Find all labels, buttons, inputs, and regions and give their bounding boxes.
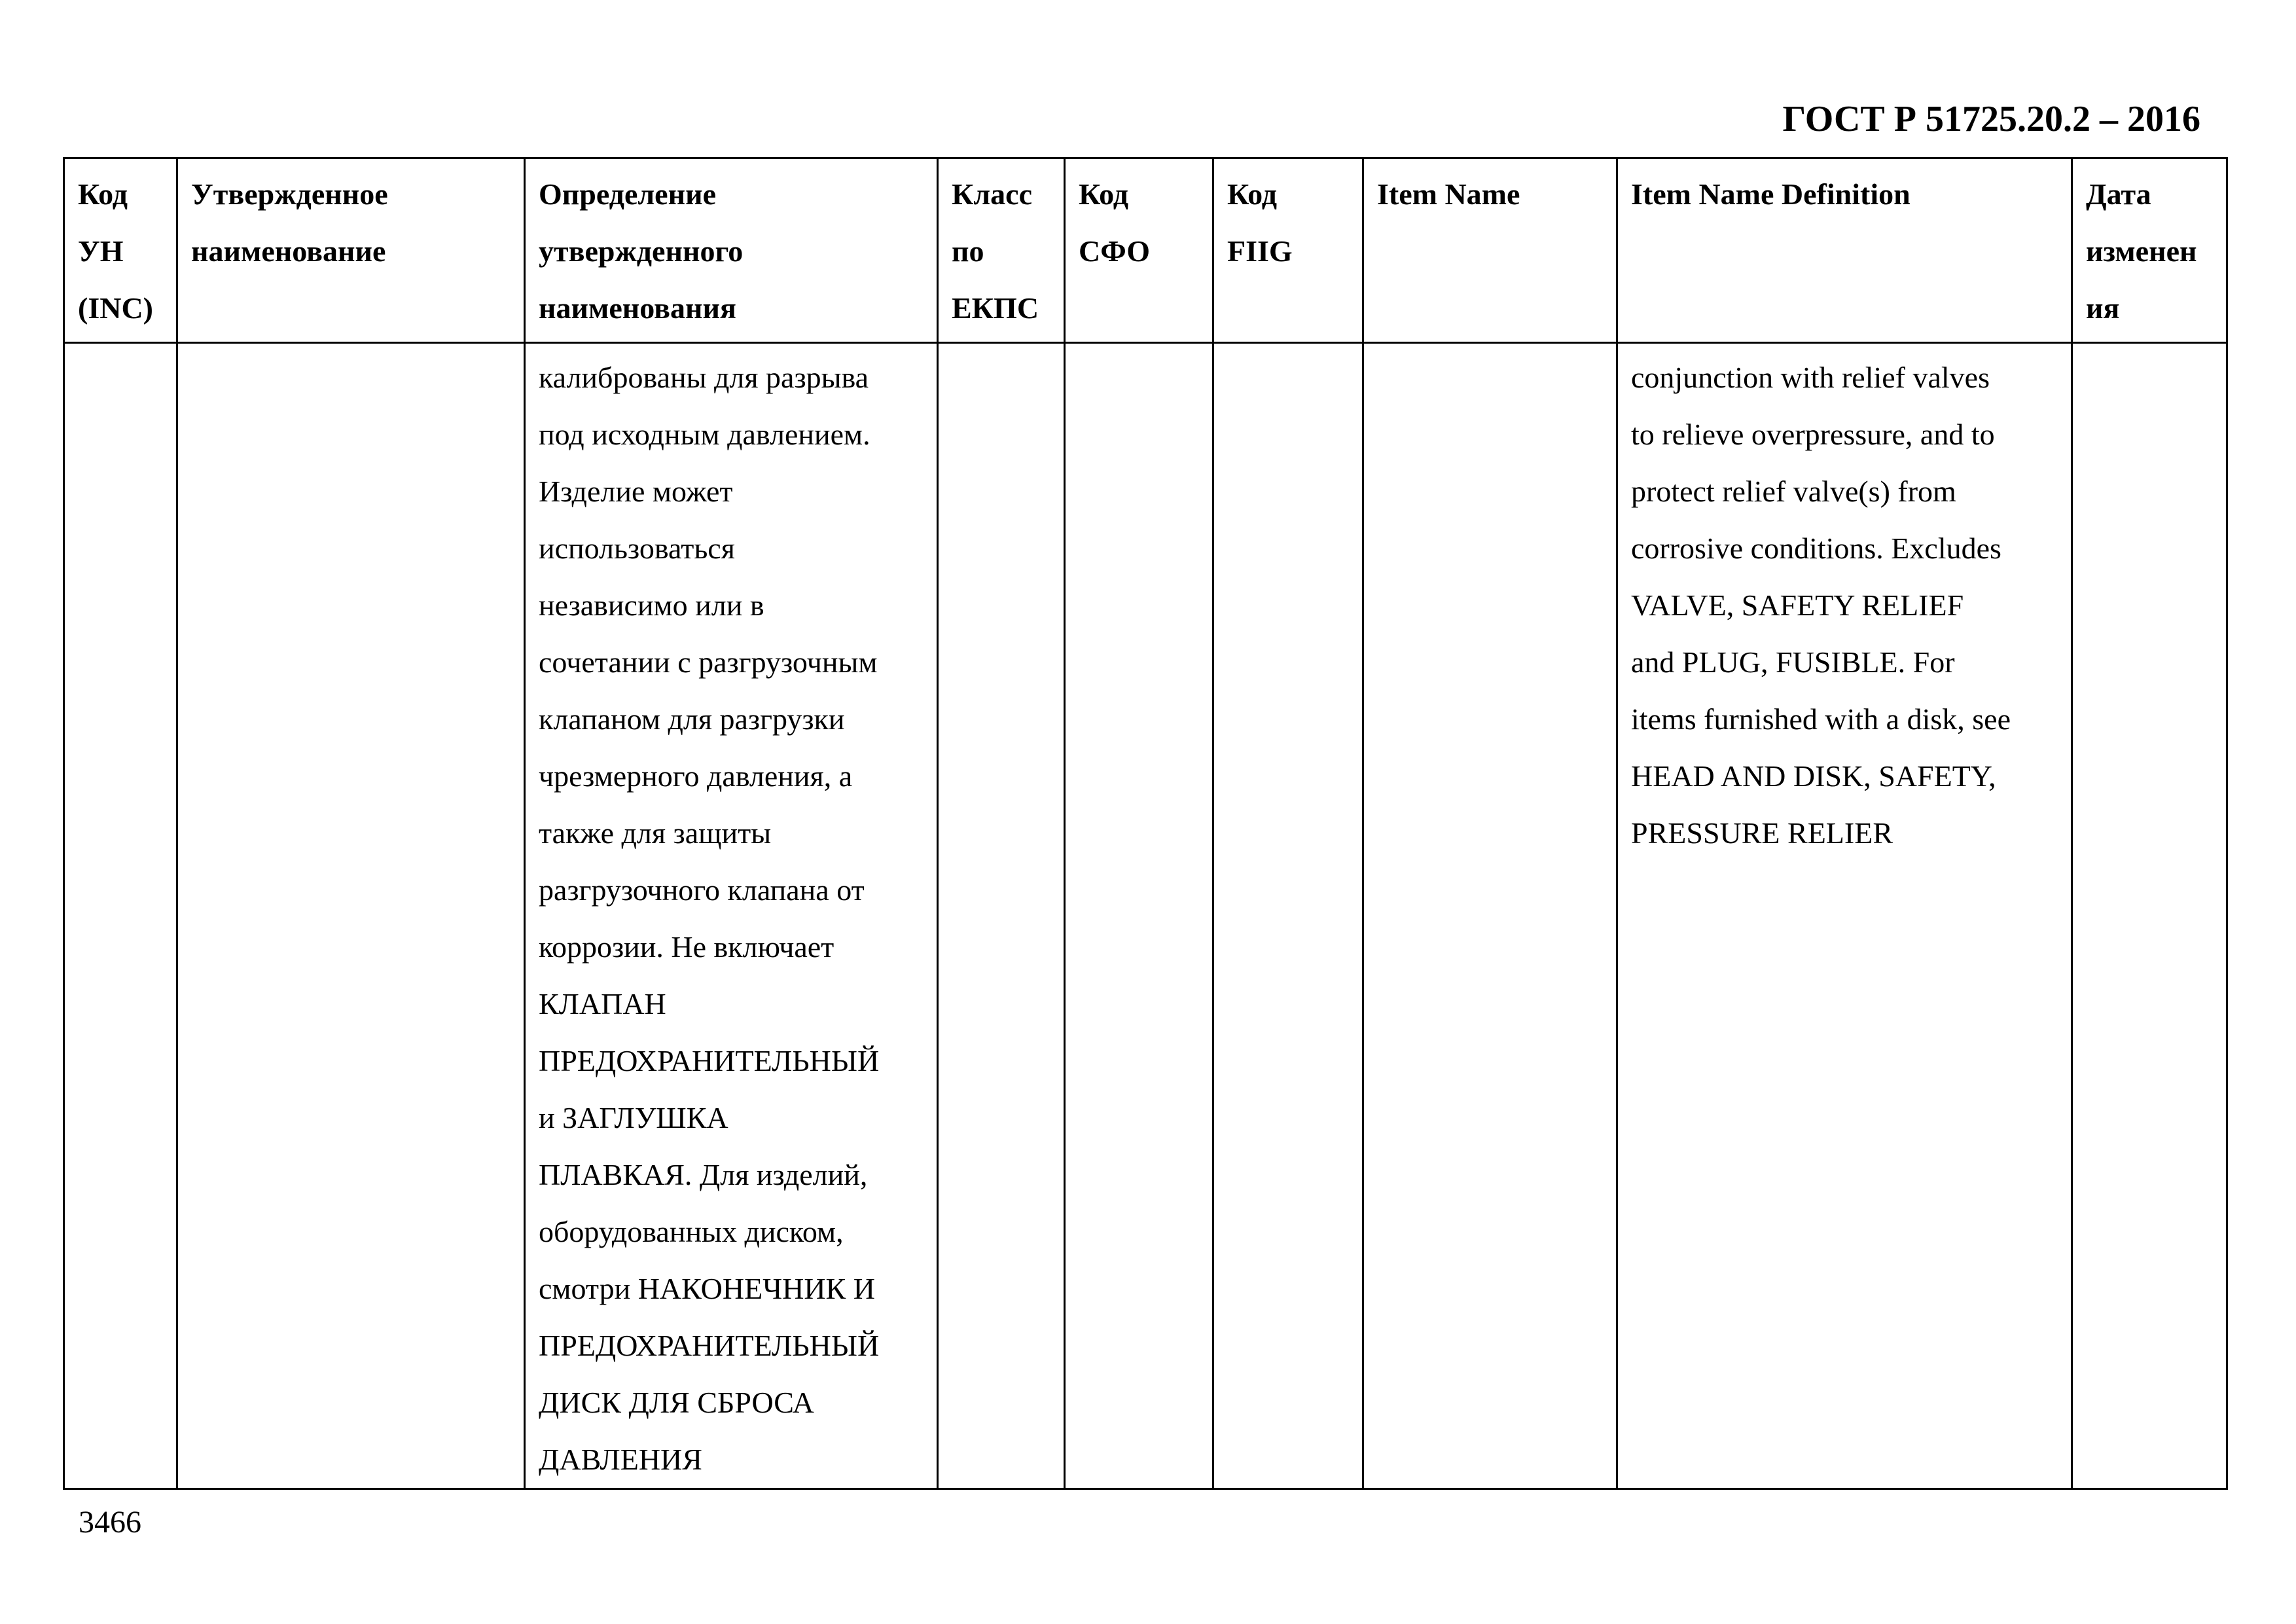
- header-item-name-definition: Item Name Definition: [1617, 158, 2072, 343]
- header-change-date: Дата изменен ия: [2072, 158, 2227, 343]
- cell-inc-code: [64, 343, 177, 1489]
- header-fiig-code: Код FIIG: [1213, 158, 1363, 343]
- cell-approved-name: [177, 343, 525, 1489]
- header-approved-name: Утвержденное наименование: [177, 158, 525, 343]
- cell-name-definition-ru: калиброваны для разрыва под исходным давлением. Изделие может использоваться независимо или в сочетании с разгрузочным клапаном для разгрузки чрезмерного давления, а также для защиты разгрузочного клапана от коррозии. Не включает КЛАПАН ПРЕДОХРАНИТЕЛЬНЫЙ и ЗАГЛУШКА ПЛАВКАЯ. Для изделий, оборудованных диском, смотри НАКОНЕЧНИК И ПРЕДОХРАНИТЕЛЬНЫЙ ДИСК ДЛЯ СБРОСА ДАВЛЕНИЯ: [525, 343, 938, 1489]
- header-item-name: Item Name: [1363, 158, 1617, 343]
- page-number: 3466: [79, 1505, 141, 1540]
- table-row: [64, 343, 2227, 1489]
- cell-change-date: [2072, 343, 2227, 1489]
- cell-item-name: [1363, 343, 1617, 1489]
- cell-fiig-code: [1213, 343, 1363, 1489]
- specification-table: [63, 157, 2228, 1490]
- table-header-row: [64, 158, 2227, 343]
- header-name-definition-ru: Определение утвержденного наименования: [525, 158, 938, 343]
- header-sfo-code: Код СФО: [1065, 158, 1213, 343]
- document-code: ГОСТ Р 51725.20.2 – 2016: [1782, 99, 2200, 139]
- cell-item-name-definition: conjunction with relief valves to relieve overpressure, and to protect relief valve(s) from corrosive conditions. Excludes VALVE, SAFETY RELIEF and PLUG, FUSIBLE. For items furnished with a disk, see HEAD AND DISK, SAFETY, PRESSURE RELIER: [1617, 343, 2072, 1489]
- cell-ekps-class: [938, 343, 1065, 1489]
- cell-sfo-code: [1065, 343, 1213, 1489]
- header-ekps-class: Класс по ЕКПС: [938, 158, 1065, 343]
- header-inc-code: Код УН (INC): [64, 158, 177, 343]
